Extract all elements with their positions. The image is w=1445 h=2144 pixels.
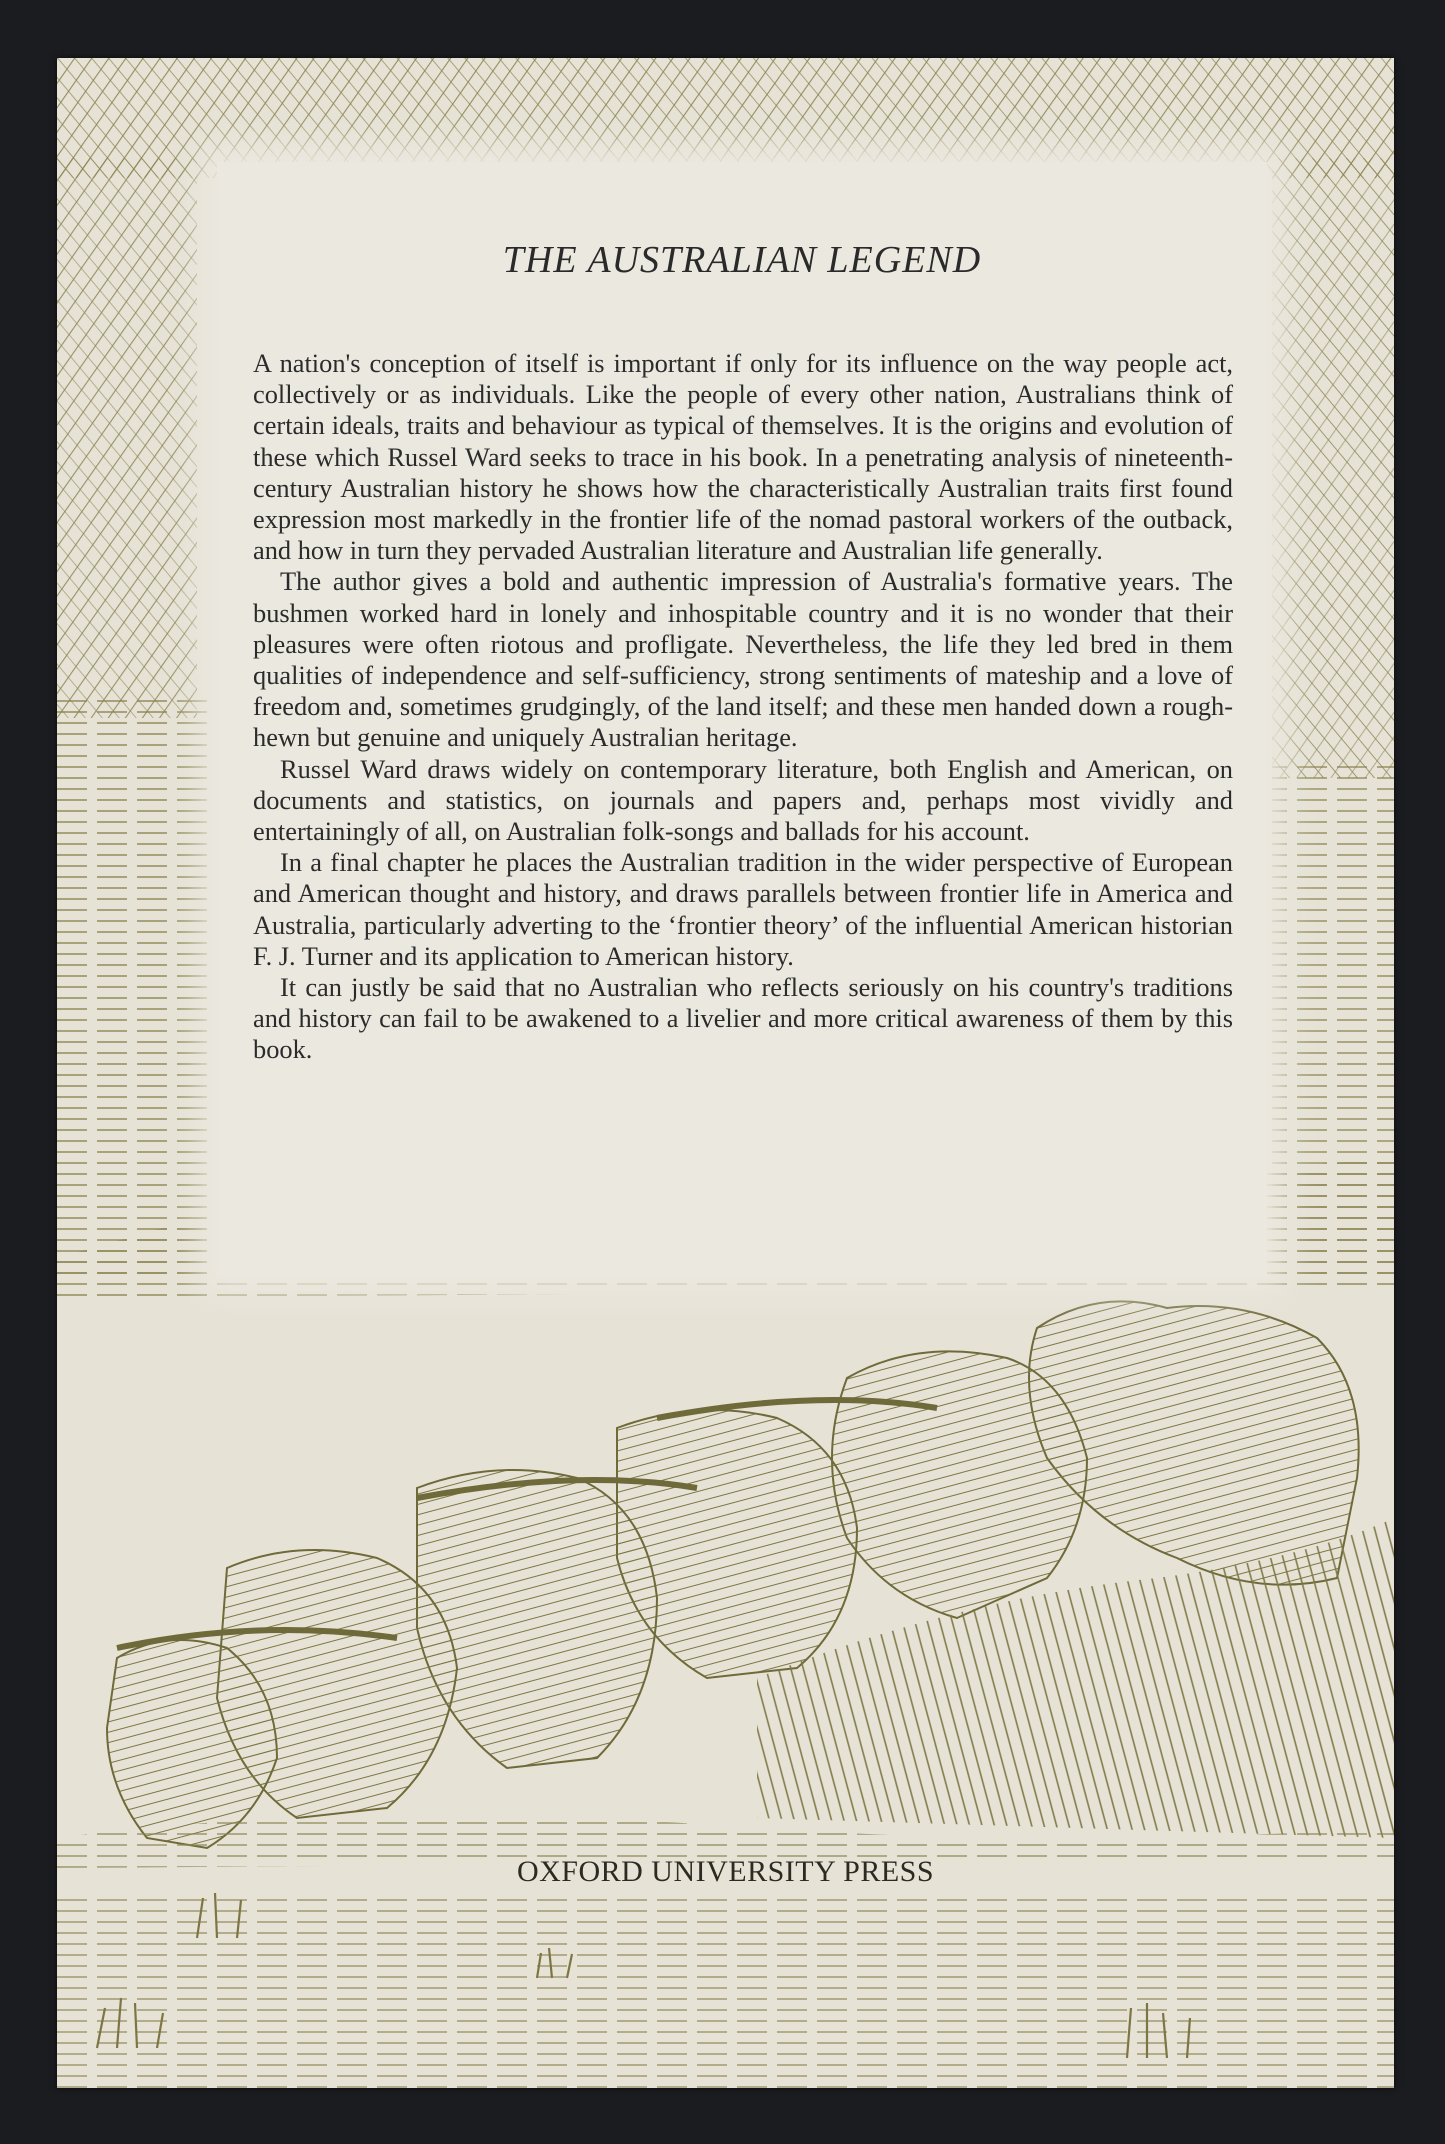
blurb-paragraph: In a final chapter he places the Australian tradition in the wider perspective of European and American thought and history, and draws parallels between frontier life in America and Australia, particularly adverting to the ‘frontier theory’ of the influential American historian F. J. Turner and its application to American history. <box>253 847 1233 971</box>
blurb-paragraph: The author gives a bold and authentic impression of Australia's formative years. The bushmen worked hard in lonely and inhospitable country and it is no wonder that their pleasures were often riotous and profligate. Nevertheless, the life they led bred in them qualities of independence and self-sufficiency, strong sentiments of mateship and a love of freedom and, sometimes grudgingly, of the land itself; and these men handed down a rough-hewn but genuine and uniquely Australian heritage. <box>253 566 1233 753</box>
description-panel <box>217 162 1267 1277</box>
blurb-paragraph: Russel Ward draws widely on contemporary literature, both English and American, on documents and statistics, on journals and papers and, perhaps most vividly and entertainingly of all, on Australian folk-songs and ballads for his account. <box>253 753 1233 847</box>
blurb-text <box>253 348 1233 1066</box>
blurb-paragraph: A nation's conception of itself is important if only for its influence on the way people act, collectively or as individuals. Like the people of every other nation, Australians think of certain ideals, traits and behaviour as typical of themselves. It is the origins and evolution of these which Russel Ward seeks to trace in his book. In a penetrating analysis of nineteenth-century Australian history he shows how the characteristically Australian traits first found expression most markedly in the frontier life of the nomad pastoral workers of the outback, and how in turn they pervaded Australian literature and Australian life generally. <box>253 348 1233 566</box>
publisher-imprint: OXFORD UNIVERSITY PRESS <box>516 1855 935 1888</box>
blurb-paragraph: It can justly be said that no Australian who reflects seriously on his country's traditions and history can fail to be awakened to a livelier and more critical awareness of them by this book. <box>253 972 1233 1065</box>
book-title: THE AUSTRALIAN LEGEND <box>502 239 982 281</box>
book-back-cover <box>57 58 1394 2088</box>
